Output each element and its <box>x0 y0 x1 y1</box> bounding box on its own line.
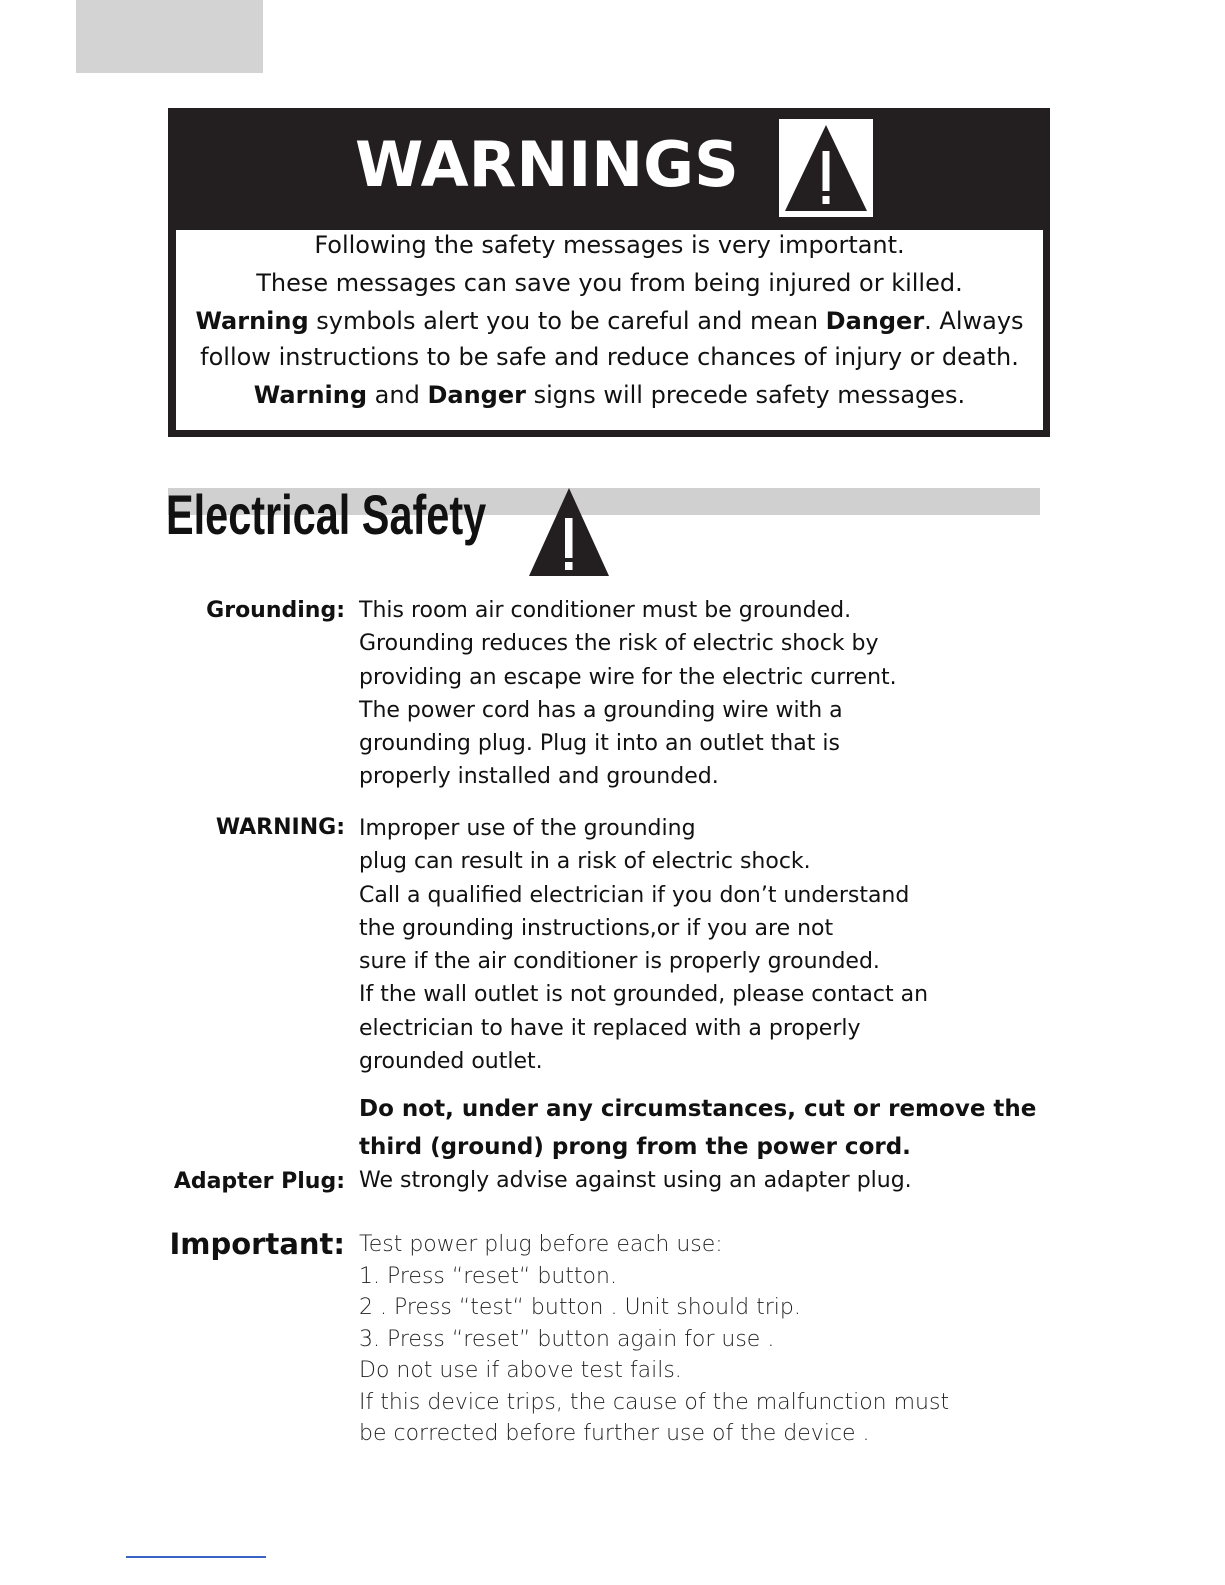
grounding-line: Grounding reduces the risk of electric shock by <box>359 631 879 657</box>
warnings-line-3-text-b: . Always <box>924 307 1024 335</box>
adapter-plug-line: We strongly advise against using an adapter plug. <box>359 1168 912 1193</box>
grounding-text <box>359 594 1039 794</box>
grounding-line: properly installed and grounded. <box>359 764 719 790</box>
warning-term: Warning <box>195 307 309 335</box>
warning-line: grounded outlet. <box>359 1049 543 1075</box>
important-line: 2 . Press “test“ button . Unit should trip. <box>359 1295 801 1320</box>
important-label: Important: <box>169 1227 345 1261</box>
grounding-line: The power cord has a grounding wire with a <box>359 697 843 723</box>
grounding-line: grounding plug. Plug it into an outlet that is <box>359 731 840 757</box>
warning-term: Warning <box>253 381 368 409</box>
warnings-line-1: Following the safety messages is very important. <box>314 231 905 259</box>
warnings-line-2: These messages can save you from being injured or killed. <box>256 269 963 297</box>
warning-triangle-icon <box>528 488 610 578</box>
grounding-label: Grounding: <box>206 598 345 623</box>
section-title: Electrical Safety <box>166 483 487 546</box>
warning-line: plug can result in a risk of electric shock. <box>359 849 811 875</box>
important-line: If this device trips, the cause of the malfunction must <box>359 1389 950 1415</box>
warnings-title: WARNINGS <box>355 128 739 201</box>
warnings-line-4: follow instructions to be safe and reduce chances of injury or death. <box>200 343 1019 371</box>
important-line: 1. Press “reset“ button. <box>359 1263 617 1289</box>
warning-text <box>359 812 1039 1078</box>
prong-warning-line: Do not, under any circumstances, cut or remove the <box>359 1096 1037 1122</box>
prong-warning-line: third (ground) prong from the power cord. <box>359 1134 911 1160</box>
adapter-plug-label: Adapter Plug: <box>173 1169 345 1194</box>
important-line: Do not use if above test fails. <box>359 1358 682 1383</box>
danger-term: Danger <box>825 307 925 335</box>
danger-term: Danger <box>427 381 526 409</box>
warnings-body <box>176 230 1043 430</box>
warning-line: Improper use of the grounding <box>359 816 696 841</box>
warning-line: the grounding instructions,or if you are not <box>359 915 834 941</box>
grounding-line: This room air conditioner must be grounded. <box>359 598 852 623</box>
important-text <box>359 1229 1039 1450</box>
warning-triangle-icon <box>779 119 873 217</box>
warning-line: electrician to have it replaced with a properly <box>359 1015 861 1041</box>
important-line: 3. Press “reset” button again for use . <box>359 1326 775 1352</box>
warnings-line-3 <box>176 306 1043 336</box>
warning-icon-frame <box>779 119 873 217</box>
warnings-line-5 <box>176 380 1043 410</box>
warning-line: If the wall outlet is not grounded, please contact an <box>359 982 929 1008</box>
prong-warning <box>359 1090 1039 1166</box>
warnings-line-5-text-b: signs will precede safety messages. <box>525 381 966 409</box>
warnings-header <box>0 120 1225 220</box>
warning-line: sure if the air conditioner is properly grounded. <box>359 949 880 975</box>
warning-label: WARNING: <box>215 815 345 840</box>
warnings-line-5-text-a: and <box>367 381 428 409</box>
grounding-line: providing an escape wire for the electric current. <box>359 664 897 690</box>
warnings-line-3-text-a: symbols alert you to be careful and mean <box>308 307 826 335</box>
page-corner-tab <box>76 0 263 73</box>
footer-rule <box>126 1556 266 1558</box>
important-line: Test power plug before each use: <box>359 1232 723 1257</box>
warning-line: Call a qualified electrician if you don’t understand <box>359 882 910 908</box>
important-line: be corrected before further use of the device . <box>359 1421 870 1446</box>
adapter-plug-text <box>359 1164 1039 1197</box>
